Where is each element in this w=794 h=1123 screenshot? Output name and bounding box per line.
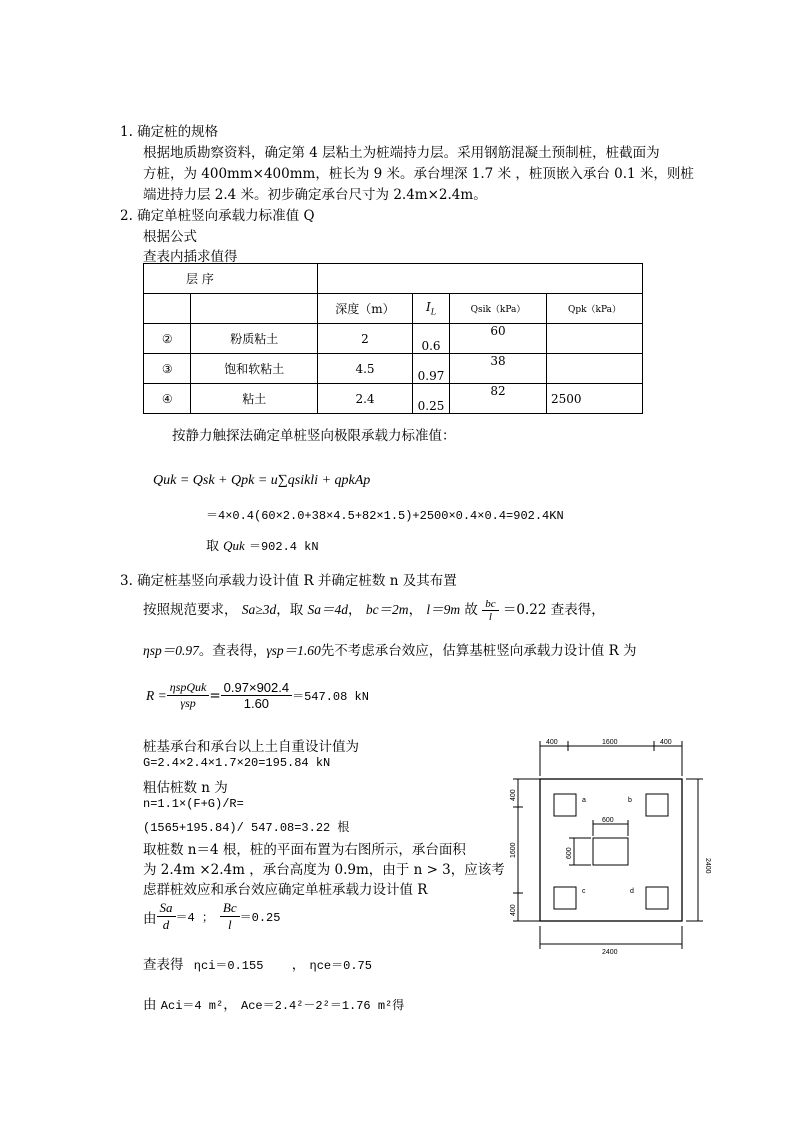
quk-result-value: ＝902.4 kN bbox=[248, 540, 319, 554]
section-1-line-1: 根据地质勘察资料，确定第 4 层粘土为桩端持力层。采用钢筋混凝土预制桩，桩截面为 bbox=[143, 145, 660, 161]
spec-sa: Sa＝4d bbox=[307, 602, 349, 617]
formula-label: 根据公式 bbox=[143, 229, 197, 245]
section-2-heading: 2. 确定单桩竖向承载力标准值 Q bbox=[120, 208, 315, 224]
equals-sign: = bbox=[209, 687, 221, 704]
fraction-numerator: Bc bbox=[220, 900, 240, 917]
spec-text: ＝0.22 查表得， bbox=[502, 602, 605, 618]
spec-text: 故 bbox=[464, 602, 478, 618]
table-row-qpk: 2500 bbox=[547, 384, 643, 414]
soil-layer-table bbox=[143, 263, 643, 414]
fraction-denominator: γsp bbox=[180, 696, 196, 710]
fraction-denominator: 1.60 bbox=[243, 696, 270, 711]
table-row-qpk bbox=[547, 354, 643, 384]
table-row-depth: 2 bbox=[318, 324, 413, 354]
fraction-denominator: d bbox=[162, 917, 170, 932]
weight-label: 桩基承台和承台以上土自重设计值为 bbox=[143, 739, 359, 755]
pile-c bbox=[554, 887, 576, 909]
table-header-depth: 深度（m） bbox=[318, 294, 413, 324]
weight-equation: G=2.4×2.4×1.7×20=195.84 kN bbox=[143, 756, 331, 770]
column bbox=[593, 838, 628, 865]
r-result: ＝547.08 kN bbox=[292, 690, 369, 704]
r-lhs: R = bbox=[146, 687, 167, 703]
quk-result-var: Quk bbox=[223, 538, 245, 553]
eta-sp-text: 。查表得， bbox=[198, 643, 267, 659]
pile-take-line-2: 为 2.4m ×2.4m ，承台高度为 0.9m，由于 n > 3，应该考 bbox=[143, 862, 505, 878]
fraction-numerator: bc bbox=[482, 598, 498, 611]
section-3-heading: 3. 确定桩基竖向承载力设计值 R 并确定桩数 n 及其布置 bbox=[120, 573, 457, 589]
table-row-no: ④ bbox=[144, 384, 191, 414]
ratio-line bbox=[143, 900, 280, 933]
dim-inner-v: 600 bbox=[566, 847, 573, 859]
dim-top-2: 1600 bbox=[602, 739, 618, 746]
gamma-sp-value: γsp＝1.60 bbox=[266, 643, 321, 658]
table-row-no: ③ bbox=[144, 354, 191, 384]
area-line bbox=[143, 993, 404, 1013]
spec-text: ， bbox=[408, 602, 423, 618]
table-row-il: 0.25 bbox=[413, 384, 450, 414]
static-probe-text: 按静力触探法确定单桩竖向极限承载力标准值： bbox=[172, 428, 456, 444]
table-row-name: 粉质粘土 bbox=[191, 324, 318, 354]
table-cell-blank bbox=[191, 294, 318, 324]
pile-b bbox=[646, 794, 668, 816]
fraction-numerator: ηspQuk bbox=[167, 680, 210, 696]
table-row-il: 0.97 bbox=[413, 354, 450, 384]
table-row-qpk bbox=[547, 324, 643, 354]
sa-over-d-fraction bbox=[157, 900, 176, 933]
pile-count-eq-2: (1565+195.84)/ 547.08=3.22 根 bbox=[143, 821, 350, 835]
quk-formula: Quk = Qsk + Qpk = u∑qsikli + qpkAp bbox=[153, 473, 371, 488]
ratio-prefix: 由 bbox=[143, 910, 157, 927]
pile-count-eq-1: n=1.1×(F+G)/R= bbox=[143, 797, 244, 811]
eta-sp-text: 先不考虑承台效应，估算基桩竖向承载力设计值 R 为 bbox=[320, 643, 637, 659]
ratio-1-value: ＝4 ； bbox=[175, 911, 214, 925]
spec-l: l＝9m bbox=[426, 602, 461, 617]
pile-label-b: b bbox=[628, 797, 632, 804]
dim-top-1: 400 bbox=[546, 739, 558, 746]
dim-bottom: 2400 bbox=[602, 949, 618, 956]
fraction-numerator: 0.97×902.4 bbox=[221, 680, 292, 696]
section-1-line-2: 方桩，为 400mm×400mm，桩长为 9 米。承台埋深 1.7 米 ，桩顶嵌入承台 0.1 米，则桩 bbox=[143, 166, 694, 182]
eta-c-label: 查表得 bbox=[143, 957, 184, 973]
dim-left-2: 1600 bbox=[510, 842, 517, 858]
table-row-qsik: 60 bbox=[450, 324, 547, 354]
table-row-name: 饱和软粘土 bbox=[191, 354, 318, 384]
table-header-layer: 层 序 bbox=[144, 264, 318, 294]
table-cell-blank bbox=[144, 294, 191, 324]
quk-result-prefix: 取 bbox=[206, 539, 220, 554]
spec-sa-min: Sa≥3d bbox=[241, 602, 277, 617]
dim-top-3: 400 bbox=[660, 739, 672, 746]
section-1-line-3: 端进持力层 2.4 米。初步确定承台尺寸为 2.4m×2.4m。 bbox=[143, 187, 487, 203]
spec-text: ， bbox=[348, 602, 362, 618]
area-e: Ace＝2.4²－2²＝1.76 m²得 bbox=[241, 999, 405, 1013]
table-row-no: ② bbox=[144, 324, 191, 354]
eta-sp-line bbox=[143, 639, 637, 659]
pile-take-line-1: 取桩数 n＝4 根，桩的平面布置为右图所示，承台面积 bbox=[143, 842, 466, 858]
fraction-denominator: l bbox=[227, 917, 232, 932]
area-prefix: 由 bbox=[143, 997, 157, 1013]
spec-text: ，取 bbox=[276, 602, 304, 618]
fraction-numerator: Sa bbox=[157, 900, 176, 917]
pile-cap-outline bbox=[540, 779, 682, 921]
table-header-qsik: Qsik（kPa） bbox=[450, 294, 547, 324]
table-header-qpk: Qpk（kPa） bbox=[547, 294, 643, 324]
bc-over-l-fraction-2 bbox=[220, 900, 240, 933]
spec-bc: bc＝2m bbox=[365, 602, 409, 617]
eta-c-e: ηce＝0.75 bbox=[309, 959, 372, 973]
quk-result bbox=[206, 535, 319, 554]
table-row-qsik: 38 bbox=[450, 354, 547, 384]
pile-d bbox=[646, 887, 668, 909]
pile-layout-drawing bbox=[500, 736, 710, 956]
pile-a bbox=[554, 794, 576, 816]
section-1-heading: 1. 确定桩的规格 bbox=[120, 124, 219, 140]
ratio-2-value: ＝0.25 bbox=[239, 911, 281, 925]
table-row-depth: 2.4 bbox=[318, 384, 413, 414]
pile-count-label: 粗估桩数 n 为 bbox=[143, 780, 228, 796]
eta-c-line bbox=[143, 953, 372, 973]
dim-left-3: 400 bbox=[510, 904, 517, 916]
pile-label-c: c bbox=[582, 888, 586, 895]
fraction-denominator: l bbox=[488, 611, 492, 623]
dim-left-1: 400 bbox=[510, 789, 517, 801]
spec-line bbox=[143, 598, 605, 623]
eta-sp-value: ηsp＝0.97 bbox=[143, 643, 199, 658]
table-label: 查表内插求值得 bbox=[143, 249, 238, 265]
area-sep: ， bbox=[223, 997, 237, 1013]
pile-label-d: d bbox=[630, 888, 634, 895]
r-fraction-1 bbox=[167, 680, 210, 711]
table-row-name: 粘土 bbox=[191, 384, 318, 414]
pile-label-a: a bbox=[582, 797, 586, 804]
eta-c-sep: ， bbox=[291, 957, 306, 973]
pile-take-line-3: 虑群桩效应和承台效应确定单桩承载力设计值 R bbox=[143, 882, 428, 898]
bc-over-l-fraction bbox=[482, 598, 498, 623]
area-i: Aci＝4 m² bbox=[160, 999, 224, 1013]
table-row-qsik: 82 bbox=[450, 384, 547, 414]
eta-c-i: ηci＝0.155 bbox=[193, 959, 264, 973]
quk-calculation: ＝4×0.4(60×2.0+38×4.5+82×1.5)+2500×0.4×0.4=902.4KN bbox=[206, 509, 564, 523]
table-header-il: $I_L$ bbox=[413, 294, 450, 324]
table-row-il: 0.6 bbox=[413, 324, 450, 354]
spec-text: 按照规范要求， bbox=[143, 602, 238, 618]
r-fraction-2 bbox=[221, 680, 292, 711]
table-header-blank bbox=[318, 264, 643, 294]
table-row-depth: 4.5 bbox=[318, 354, 413, 384]
r-formula bbox=[146, 680, 369, 711]
dim-right: 2400 bbox=[704, 858, 711, 874]
dim-inner-h: 600 bbox=[602, 817, 614, 824]
